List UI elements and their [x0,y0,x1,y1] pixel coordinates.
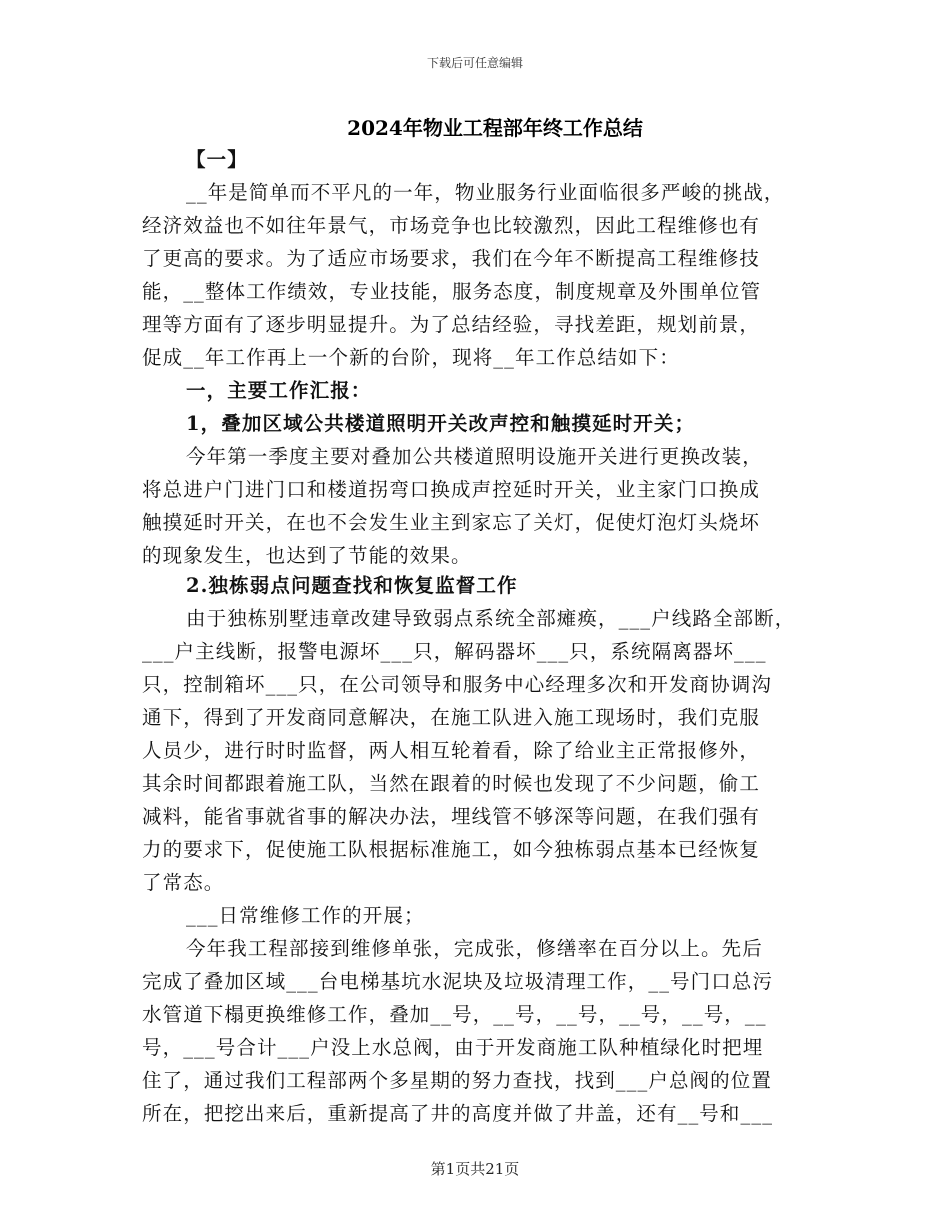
section-heading: 一，主要工作汇报： [186,379,372,402]
document-title: 2024年物业工程部年终工作总结 [347,116,643,140]
paragraph-line: 理等方面有了逐步明显提升。为了总结经验，寻找差距，规划前景， [142,313,761,336]
subsection-heading: 1，叠加区域公共楼道照明开关改声控和触摸延时开关； [186,412,696,435]
paragraph-line: 触摸延时开关，在也不会发生业主到家忘了关灯，促使灯泡灯头烧坏 [142,511,761,534]
paragraph-line: 通下，得到了开发商同意解决，在施工队进入施工现场时，我们克服 [142,706,761,729]
paragraph-line: ___户主线断，报警电源坏___只，解码器坏___只，系统隔离器坏___ [142,640,767,663]
paragraph-line: 完成了叠加区域___台电梯基坑水泥块及垃圾清理工作，__号门口总污 [142,970,774,993]
paragraph-line: 的现象发生，也达到了节能的效果。 [142,544,472,567]
section-marker: 【一】 [186,148,248,171]
paragraph-line: 经济效益也不如往年景气，市场竞争也比较激烈，因此工程维修也有 [142,214,761,237]
paragraph-line: 促成__年工作再上一个新的台阶，现将__年工作总结如下： [142,346,680,369]
paragraph-line: 只，控制箱坏___只，在公司领导和服务中心经理多次和开发商协调沟 [142,673,772,696]
paragraph-line: 今年我工程部接到维修单张，完成张，修缮率在百分以上。先后 [186,937,763,960]
paragraph-line: 住了，通过我们工程部两个多星期的努力查找，找到___户总阀的位置 [142,1069,772,1092]
download-edit-note: 下载后可任意编辑 [426,56,523,70]
paragraph-line: 力的要求下，促使施工队根据标准施工，如今独栋弱点基本已经恢复 [142,838,761,861]
paragraph-line: 能，__整体工作绩效，专业技能，服务态度，制度规章及外围单位管 [142,280,762,303]
paragraph-line: __年是简单而不平凡的一年，物业服务行业面临很多严峻的挑战， [186,181,785,204]
paragraph-line: 今年第一季度主要对叠加公共楼道照明设施开关进行更换改装， [186,445,763,468]
subsection-heading: 2.独栋弱点问题查找和恢复监督工作 [186,574,518,597]
paragraph-line: 了更高的要求。为了适应市场要求，我们在今年不断提高工程维修技 [142,247,761,270]
paragraph-line: 其余时间都跟着施工队，当然在跟着的时候也发现了不少问题，偷工 [142,772,761,795]
paragraph-line: 人员少，进行时时监督，两人相互轮着看，除了给业主正常报修外， [142,739,761,762]
paragraph-line: ___日常维修工作的开展； [186,904,425,927]
paragraph-line: 水管道下榻更换维修工作，叠加__号，__号，__号，__号，__号，__ [142,1003,767,1026]
paragraph-line: 减料，能省事就省事的解决办法，埋线管不够深等问题，在我们强有 [142,805,761,828]
paragraph-line: 将总进户门进门口和楼道拐弯口换成声控延时开关，业主家门口换成 [142,478,761,501]
paragraph-line: 由于独栋别墅违章改建导致弱点系统全部瘫痪，___户线路全部断， [186,607,796,630]
paragraph-line: 所在，把挖出来后，重新提高了井的高度并做了井盖，还有__号和___ [142,1102,774,1125]
paragraph-line: 号，___号合计___户没上水总阀，由于开发商施工队种植绿化时把埋 [142,1036,764,1059]
page-footer: 第1页共21页 [430,1160,520,1178]
paragraph-line: 了常态。 [142,871,225,894]
